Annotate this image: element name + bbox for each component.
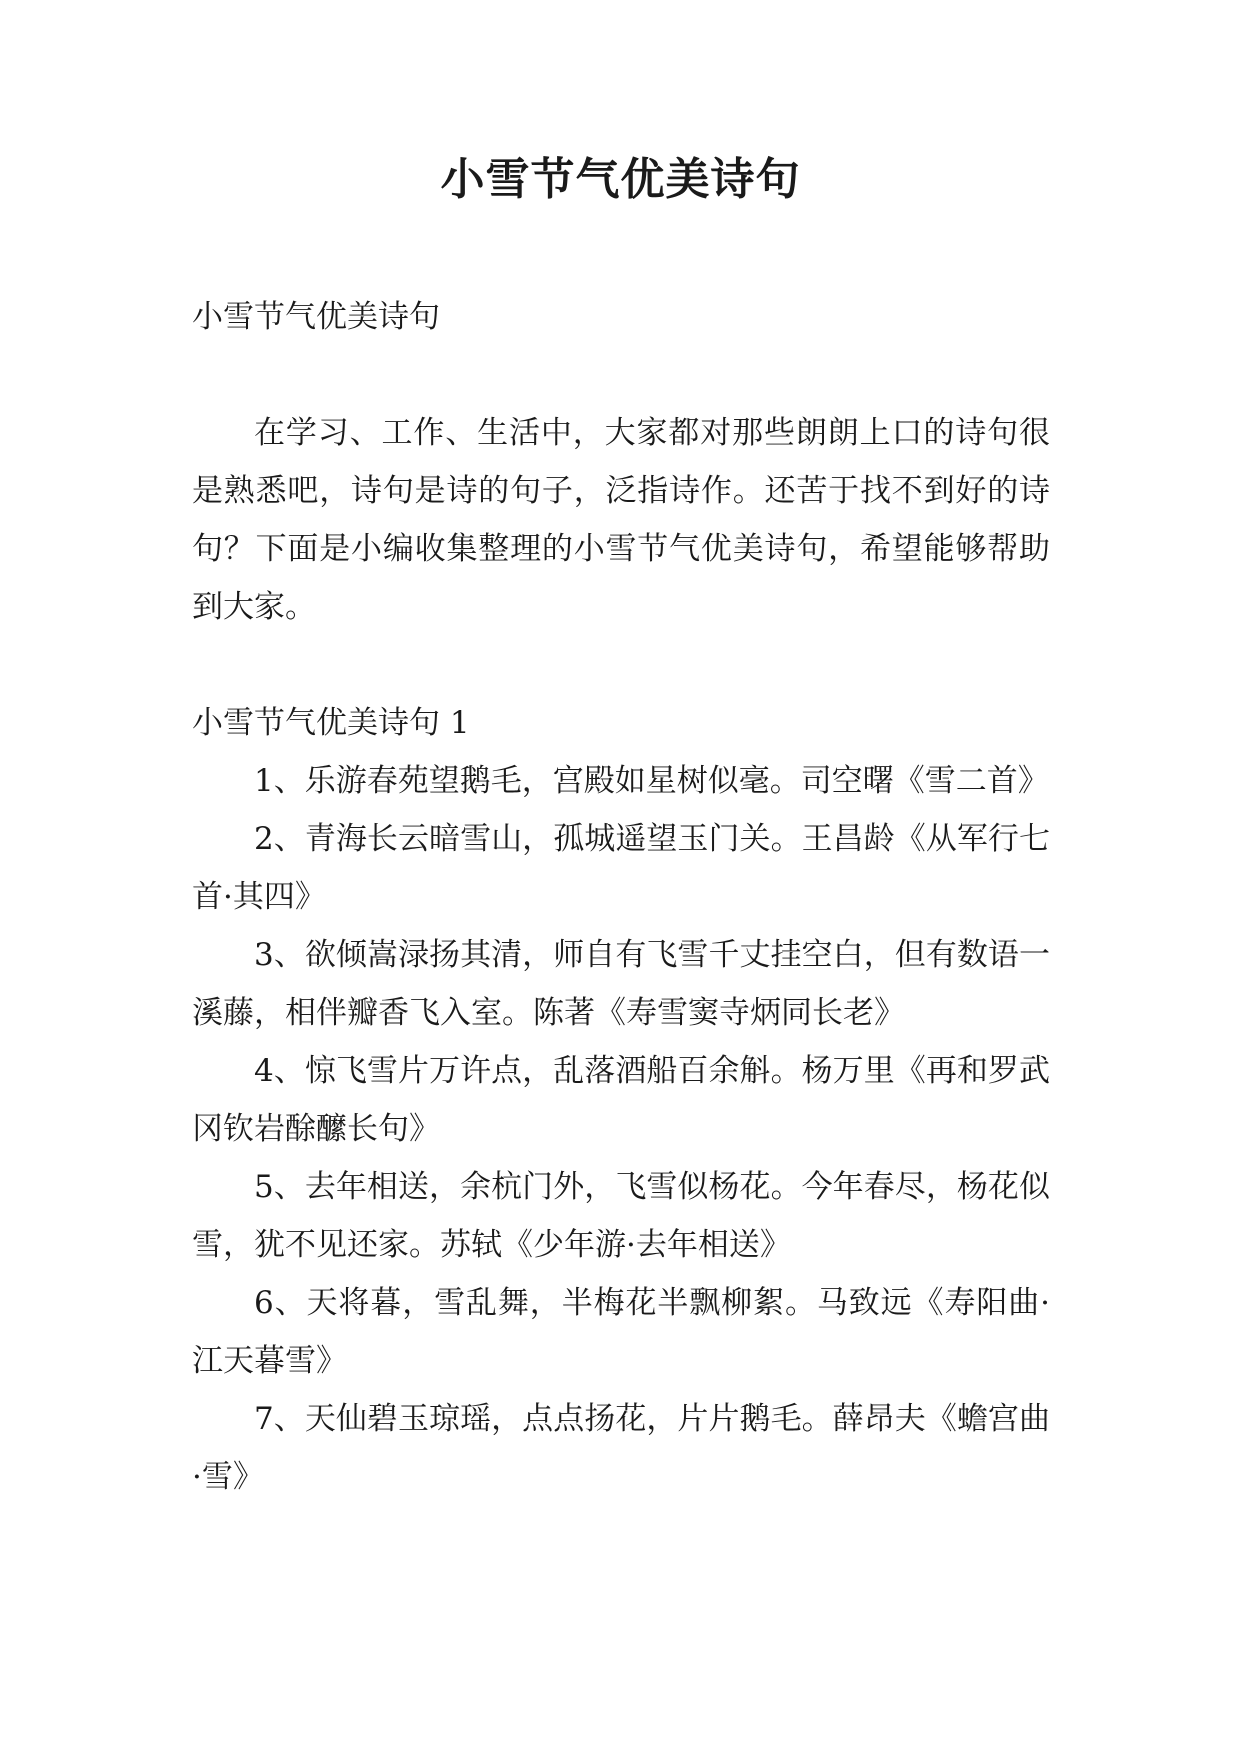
document-title: 小雪节气优美诗句 <box>440 154 801 205</box>
poem-line: 1、乐游春苑望鹅毛，宫殿如星树似毫。司空曙《雪二首》 <box>254 763 1049 799</box>
poem-list <box>192 752 1050 1506</box>
poem-line: 4、惊飞雪片万许点，乱落酒船百余斛。杨万里《再和罗武冈钦岩酴醿长句》 <box>192 1053 1050 1147</box>
poem-line: 5、去年相送，余杭门外，飞雪似杨花。今年春尽，杨花似雪，犹不见还家。苏轼《少年游·去年相送》 <box>192 1169 1050 1263</box>
section-heading: 小雪节气优美诗句 1 <box>192 705 470 741</box>
intro-paragraph: 在学习、工作、生活中，大家都对那些朗朗上口的诗句很是熟悉吧，诗句是诗的句子，泛指诗作。还苦于找不到好的诗句？下面是小编收集整理的小雪节气优美诗句，希望能够帮助到大家。 <box>192 415 1050 625</box>
poem-line: 2、青海长云暗雪山，孤城遥望玉门关。王昌龄《从军行七首·其四》 <box>192 821 1050 915</box>
poem-line: 3、欲倾嵩渌扬其清，师自有飞雪千丈挂空白，但有数语一溪藤，相伴瓣香飞入室。陈著《寿雪窦寺炳同长老》 <box>192 937 1050 1031</box>
poem-line: 7、天仙碧玉琼瑶，点点扬花，片片鹅毛。薛昂夫《蟾宫曲·雪》 <box>192 1401 1050 1495</box>
document-subtitle: 小雪节气优美诗句 <box>192 299 440 335</box>
poem-line: 6、天将暮，雪乱舞，半梅花半飘柳絮。马致远《寿阳曲·江天暮雪》 <box>192 1285 1050 1379</box>
document-body <box>192 288 1050 1506</box>
